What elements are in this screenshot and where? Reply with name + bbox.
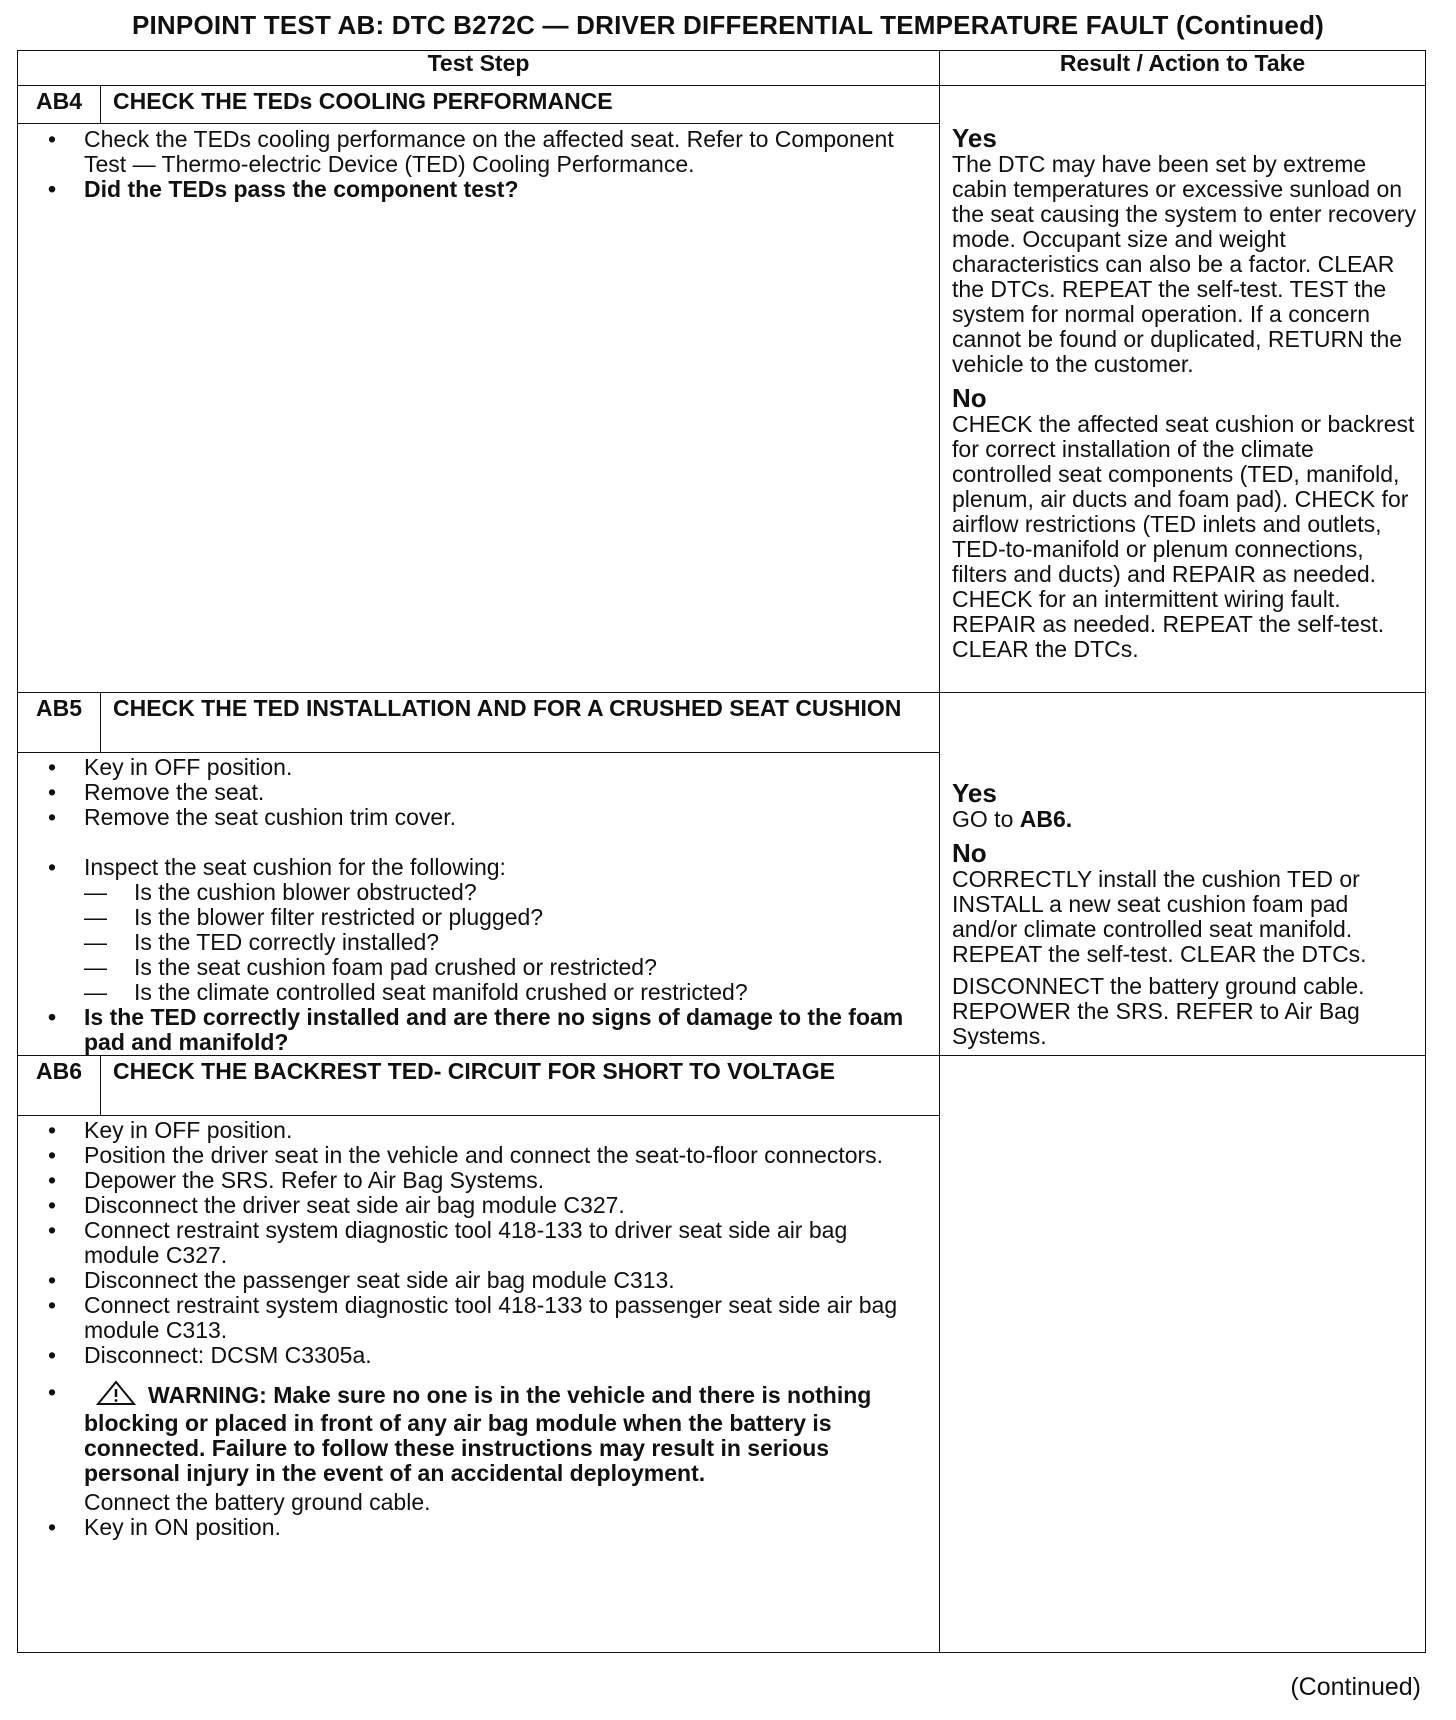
- step-list-ab4: [18, 127, 939, 202]
- sub-step-list: [84, 880, 909, 1005]
- step-title-ab6: CHECK THE BACKREST TED- CIRCUIT FOR SHORT TO VOLTAGE: [101, 1056, 940, 1116]
- list-item: • Key in OFF position.: [48, 1118, 909, 1143]
- list-item: • Depower the SRS. Refer to Air Bag Systems.: [48, 1168, 909, 1193]
- goto-text: GO to: [952, 806, 1014, 832]
- page-title: PINPOINT TEST AB: DTC B272C — DRIVER DIFFERENTIAL TEMPERATURE FAULT (Continued): [131, 10, 1325, 40]
- sub-list-item: — Is the cushion blower obstructed?: [84, 880, 909, 905]
- step-title-ab4: CHECK THE TEDs COOLING PERFORMANCE: [101, 86, 940, 124]
- step-body-ab6: [18, 1116, 940, 1653]
- step-list-ab6: [18, 1118, 939, 1540]
- result-cell-ab5: [940, 693, 1426, 1056]
- list-item-warning: [48, 1380, 909, 1515]
- list-item: • Disconnect the driver seat side air bag module C327.: [48, 1193, 909, 1218]
- step-title-ab5: CHECK THE TED INSTALLATION AND FOR A CRUSHED SEAT CUSHION: [101, 693, 940, 753]
- list-item: • Disconnect: DCSM C3305a.: [48, 1343, 909, 1368]
- step-body-ab5: [18, 753, 940, 1056]
- list-item: • Connect restraint system diagnostic tool 418-133 to passenger seat side air bag module C313.: [48, 1293, 909, 1343]
- list-item: • Position the driver seat in the vehicle and connect the seat-to-floor connectors.: [48, 1143, 909, 1168]
- result-cell-ab6: [940, 1056, 1426, 1653]
- yes-action-text: The DTC may have been set by extreme cabin temperatures or excessive sunload on the seat causing the system to enter recovery mode. Occupant size and weight characteristics can also be a factor. CLEAR the DTCs. REPEAT the self-test. TEST the system for normal operation. If a concern cannot be found or duplicated, RETURN the vehicle to the customer.: [952, 151, 1417, 377]
- step-body-ab4: [18, 124, 940, 693]
- no-label: No: [952, 383, 987, 413]
- inspect-intro: Inspect the seat cushion for the following:: [84, 854, 506, 880]
- step-id-ab4: AB4: [18, 86, 101, 124]
- step-id-ab6: AB6: [18, 1056, 101, 1116]
- list-item: [48, 855, 909, 1005]
- list-item-question: • Did the TEDs pass the component test?: [48, 177, 909, 202]
- yes-label: Yes: [952, 778, 997, 808]
- warning-triangle-icon: [94, 1380, 138, 1411]
- step-id-ab5: AB5: [18, 693, 101, 753]
- no-label: No: [952, 838, 987, 868]
- list-item: • Key in ON position.: [48, 1515, 909, 1540]
- no-action-text-2: DISCONNECT the battery ground cable. REPOWER the SRS. REFER to Air Bag Systems.: [952, 973, 1365, 1049]
- no-action-text: CORRECTLY install the cushion TED or INSTALL a new seat cushion foam pad and/or climate controlled seat manifold. REPEAT the self-test. CLEAR the DTCs.: [952, 866, 1367, 967]
- table-header-row: [18, 51, 1426, 86]
- list-item: • Key in OFF position.: [48, 755, 909, 780]
- list-item: • Disconnect the passenger seat side air bag module C313.: [48, 1268, 909, 1293]
- step-list-ab5: [18, 755, 939, 1055]
- list-item-question: • Is the TED correctly installed and are there no signs of damage to the foam pad and manifold?: [48, 1005, 909, 1055]
- pinpoint-test-table: [17, 50, 1426, 1653]
- step-row-ab5-title: [18, 693, 1426, 753]
- step-row-ab6-title: [18, 1056, 1426, 1116]
- sub-list-item: — Is the TED correctly installed?: [84, 930, 909, 955]
- list-item: • Remove the seat cushion trim cover.: [48, 805, 909, 830]
- result-cell-ab4: [940, 86, 1426, 693]
- sub-list-item: — Is the climate controlled seat manifold crushed or restricted?: [84, 980, 909, 1005]
- yes-action-text: [952, 807, 1417, 832]
- result-header: Result / Action to Take: [940, 51, 1426, 86]
- warning-text: WARNING: Make sure no one is in the vehicle and there is nothing blocking or placed in front of any air bag module when the battery is connected. Failure to follow these instructions may result in serious personal injury in the event of an accidental deployment.: [84, 1382, 872, 1486]
- list-item: • Connect restraint system diagnostic tool 418-133 to driver seat side air bag module C327.: [48, 1218, 909, 1268]
- list-item: • Check the TEDs cooling performance on the affected seat. Refer to Component Test — Thermo-electric Device (TED) Cooling Performance.: [48, 127, 909, 177]
- yes-label: Yes: [952, 123, 997, 153]
- list-item: • Remove the seat.: [48, 780, 909, 805]
- sub-list-item: — Is the seat cushion foam pad crushed or restricted?: [84, 955, 909, 980]
- step-row-ab4-title: [18, 86, 1426, 124]
- goto-step-ref: AB6.: [1019, 806, 1073, 832]
- sub-list-item: — Is the blower filter restricted or plugged?: [84, 905, 909, 930]
- no-action-text: CHECK the affected seat cushion or backrest for correct installation of the climate controlled seat components (TED, manifold, plenum, air ducts and foam pad). CHECK for airflow restrictions (TED inlets and outlets, TED-to-manifold or plenum connections, filters and ducts) and REPAIR as needed. CHECK for an intermittent wiring fault. REPAIR as needed. REPEAT the self-test. CLEAR the DTCs.: [952, 411, 1415, 662]
- continued-footer: (Continued): [1290, 1673, 1421, 1701]
- after-warning-text: Connect the battery ground cable.: [84, 1489, 431, 1515]
- test-step-header: Test Step: [18, 51, 940, 86]
